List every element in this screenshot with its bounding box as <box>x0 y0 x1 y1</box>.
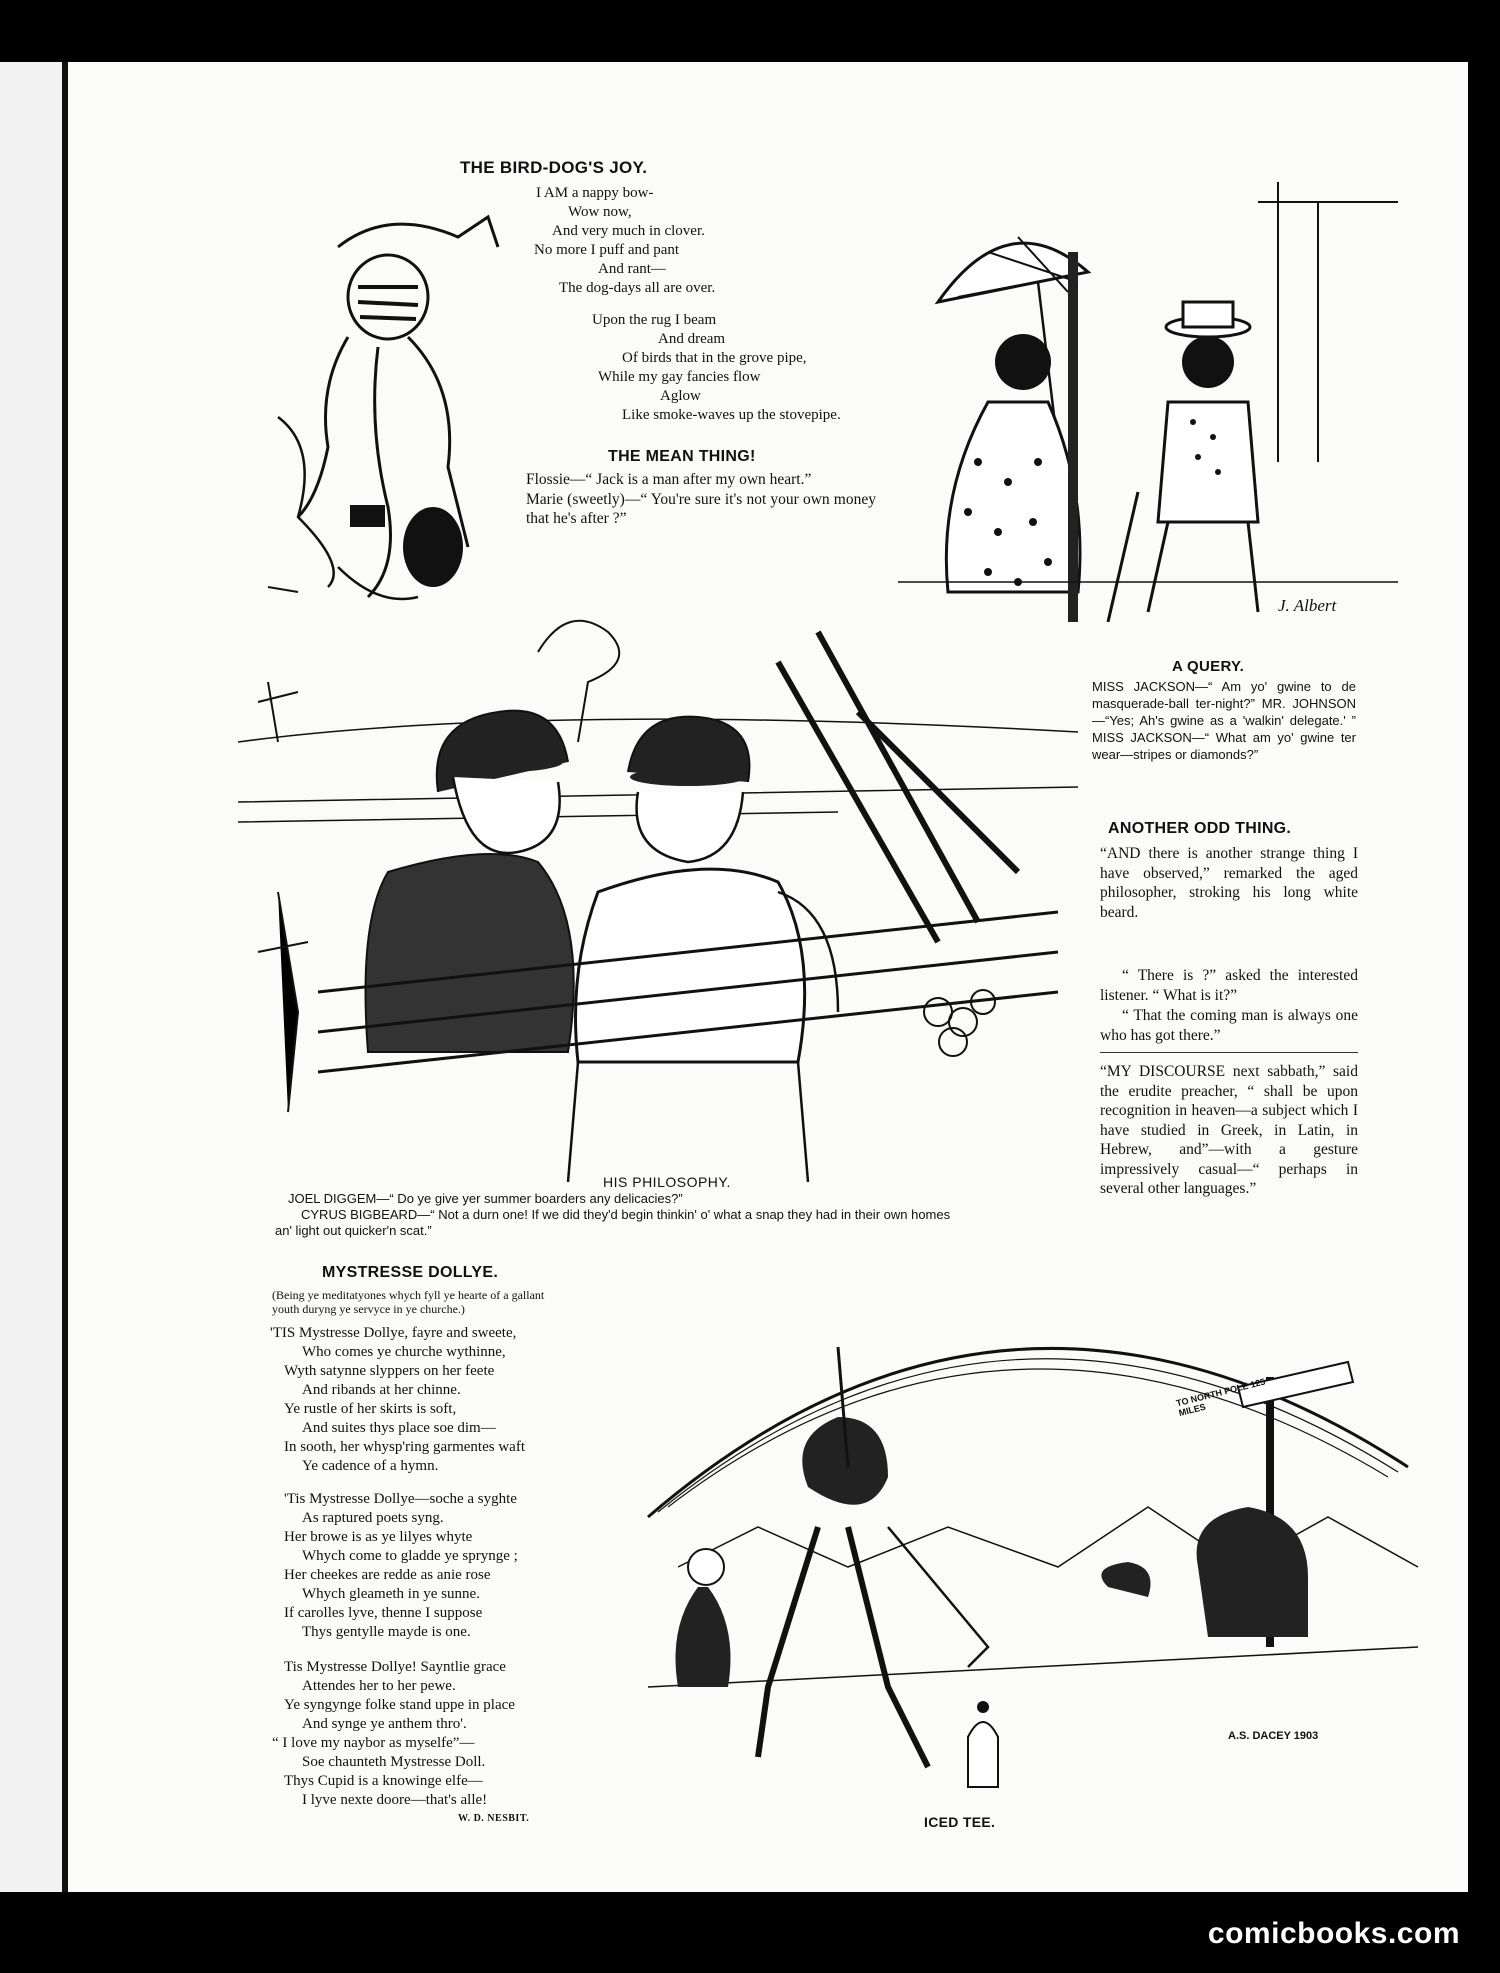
query-title: A QUERY. <box>1172 658 1245 675</box>
poem-line: I lyve nexte doore—that's alle! <box>302 1792 488 1808</box>
poem-line: Ye syngynge folke stand uppe in place <box>284 1697 515 1713</box>
odd-thing-paragraph: “ There is ?” asked the interested listener. “ What is it?” <box>1100 967 1358 1004</box>
poem-line: As raptured poets syng. <box>302 1510 444 1526</box>
philosophy-title: HIS PHILOSOPHY. <box>603 1174 731 1190</box>
iced-tee-caption: ICED TEE. <box>924 1814 996 1830</box>
mean-thing-line: Marie (sweetly)—“ You're sure it's not your own money that he's after ?” <box>526 490 876 527</box>
poem-line: Who comes ye churche wythinne, <box>302 1344 506 1360</box>
mean-thing-title: THE MEAN THING! <box>608 448 756 465</box>
poem-line: If carolles lyve, thenne I suppose <box>284 1605 483 1621</box>
site-watermark: comicbooks.com <box>1207 1917 1460 1950</box>
poem-line: In sooth, her whysp'ring garmentes waft <box>284 1439 525 1455</box>
poem-line: Upon the rug I beam <box>592 312 717 328</box>
poem-line: Whych come to gladde ye sprynge ; <box>302 1548 518 1564</box>
poem-line: Attendes her to her pewe. <box>302 1678 456 1694</box>
cartoon-signature: J. Albert <box>1278 596 1337 615</box>
dialogue-line: CYRUS BIGBEARD—“ Not a durn one! If we did they'd begin thinkin' o' what a snap they had in their own homes <box>301 1207 951 1222</box>
mean-thing-line: Flossie—“ Jack is a man after my own heart.” <box>526 471 812 488</box>
query-text: MISS JACKSON—“ Am yo' gwine to de masquerade-ball ter-night?” MR. JOHNSON—“Yes; Ah's gwine as a 'walkin' delegate.' ” MISS JACKSON—“ What am yo' gwine ter wear—stripes or diamonds?” <box>1092 679 1356 762</box>
poem-line: Tis Mystresse Dollye! Sayntlie grace <box>284 1659 506 1675</box>
poem-line: And rant— <box>598 261 666 277</box>
odd-thing-paragraph: “ That the coming man is always one who has got there.” <box>1100 1007 1358 1044</box>
poem-line: Wow now, <box>568 204 632 220</box>
poem-line: Her cheekes are redde as anie rose <box>284 1567 491 1583</box>
bird-dog-illustration <box>258 187 558 617</box>
cartoon-signature: A.S. DACEY 1903 <box>1228 1730 1319 1742</box>
poem-line: Ye cadence of a hymn. <box>302 1458 439 1474</box>
philosophy-cartoon <box>238 592 1078 1182</box>
philosophy-dialogue <box>275 1191 951 1239</box>
poem-line: 'TIS Mystresse Dollye, fayre and sweete, <box>270 1325 517 1341</box>
couple-cartoon <box>898 162 1408 622</box>
poem-line: And suites thys place soe dim— <box>302 1420 496 1436</box>
poem-line: 'Tis Mystresse Dollye—soche a syghte <box>284 1491 517 1507</box>
discourse-paragraph: “MY DISCOURSE next sabbath,” said the erudite preacher, “ shall be upon recognition in heaven—a subject which I have studied in Greek, in Latin, in Hebrew, and”—with a gesture impressively casual—“ perhaps in several other languages.” <box>1100 1063 1358 1197</box>
poem-line: And ribands at her chinne. <box>302 1382 461 1398</box>
signpost-text: TO NORTH POLE 125 MILES <box>1175 1376 1267 1419</box>
iced-tee-cartoon <box>588 1267 1448 1797</box>
poem-line: I AM a nappy bow- <box>536 185 654 201</box>
bird-dog-title: THE BIRD-DOG'S JOY. <box>460 158 648 177</box>
magazine-page <box>68 62 1468 1892</box>
poem-line: Like smoke-waves up the stovepipe. <box>622 407 841 423</box>
dialogue-line: JOEL DIGGEM—“ Do ye give yer summer boarders any delicacies?” <box>288 1191 683 1206</box>
poem-line: Soe chaunteth Mystresse Doll. <box>302 1754 486 1770</box>
author-credit: W. D. NESBIT. <box>458 1813 530 1824</box>
poem-line: No more I puff and pant <box>534 242 680 258</box>
poem-line: “ I love my naybor as myselfe”— <box>272 1735 475 1751</box>
divider <box>1100 1052 1358 1053</box>
poem-line: Her browe is as ye lilyes whyte <box>284 1529 473 1545</box>
poem-line: Thys Cupid is a knowinge elfe— <box>284 1773 483 1789</box>
poem-line: And synge ye anthem thro'. <box>302 1716 467 1732</box>
odd-thing-paragraph: “AND there is another strange thing I have observed,” remarked the aged philosopher, stroking his long white beard. <box>1100 845 1358 921</box>
poem-line: And very much in clover. <box>552 223 705 239</box>
poem-line: And dream <box>658 331 726 347</box>
binding-spine <box>0 62 62 1892</box>
poem-line: While my gay fancies flow <box>598 369 761 385</box>
odd-thing-title: ANOTHER ODD THING. <box>1108 820 1292 837</box>
poem-line: Thys gentylle mayde is one. <box>302 1624 471 1640</box>
poem-line: Ye rustle of her skirts is soft, <box>284 1401 457 1417</box>
poem-line: Whych gleameth in ye sunne. <box>302 1586 480 1602</box>
poem-line: Aglow <box>660 388 701 404</box>
poem-line: Of birds that in the grove pipe, <box>622 350 807 366</box>
poem-line: The dog-days all are over. <box>559 280 716 296</box>
dialogue-line: an' light out quicker'n scat.” <box>275 1223 432 1238</box>
poem-line: Wyth satynne slyppers on her feete <box>284 1363 495 1379</box>
dollye-subtitle: (Being ye meditatyones whych fyll ye hearte of a gallant youth duryng ye servyce in ye churche.) <box>272 1288 545 1316</box>
dollye-title: MYSTRESSE DOLLYE. <box>322 1264 499 1281</box>
mean-thing-text <box>526 470 876 529</box>
